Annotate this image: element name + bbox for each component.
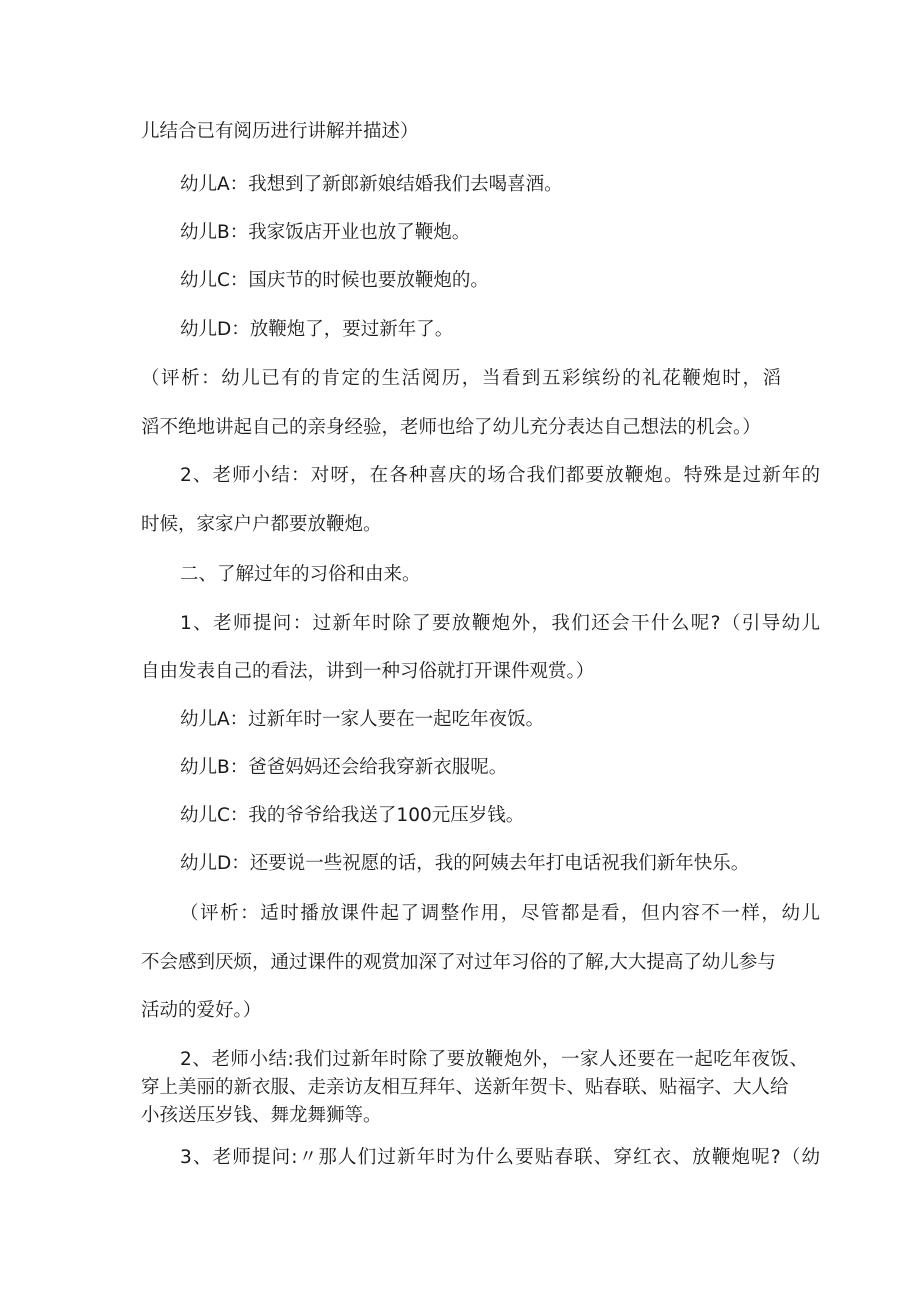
- paragraph-line: 幼儿C：我的爷爷给我送了100元压岁钱。: [180, 805, 525, 826]
- paragraph-line: 活动的爱好。）: [141, 1000, 262, 1021]
- paragraph-line: 2、老师小结：对呀，在各种喜庆的场合我们都要放鞭炮。特殊是过新年的: [180, 465, 820, 486]
- paragraph-line: （评析：适时播放课件起了调整作用，尽管都是看，但内容不一样，幼儿: [180, 903, 820, 924]
- paragraph-line: 儿结合已有阅历进行讲解并描述）: [141, 121, 419, 142]
- paragraph-line: 3、老师提问:〃那人们过新年时为什么要贴春联、穿红衣、放鞭炮呢?（幼: [180, 1147, 820, 1168]
- paragraph-line: 幼儿C：国庆节的时候也要放鞭炮的。: [180, 270, 489, 291]
- paragraph-line: 幼儿B：爸爸妈妈还会给我穿新衣服呢。: [180, 757, 508, 778]
- paragraph-line: 自由发表自己的看法，讲到一种习俗就打开课件观赏。）: [141, 661, 595, 682]
- paragraph-line: 幼儿A：过新年时一家人要在一起吃年夜饭。: [180, 709, 545, 730]
- paragraph-line: 幼儿A：我想到了新郎新娘结婚我们去喝喜酒。: [180, 174, 563, 195]
- paragraph-line: 2、老师小结:我们过新年时除了要放鞭炮外，一家人还要在一起吃年夜饭、: [180, 1049, 808, 1070]
- paragraph-line: 穿上美丽的新衣服、走亲访友相互拜年、送新年贺卡、贴春联、贴福字、大人给: [141, 1077, 789, 1098]
- paragraph-line: 幼儿D：还要说一些祝愿的话，我的阿姨去年打电话祝我们新年快乐。: [180, 853, 750, 874]
- section-heading: 二、了解过年的习俗和由来。: [180, 564, 421, 585]
- paragraph-line: 幼儿D：放鞭炮了，要过新年了。: [180, 319, 454, 340]
- paragraph-line: （评析：幼儿已有的肯定的生活阅历，当看到五彩缤纷的礼花鞭炮时，滔: [141, 368, 781, 389]
- paragraph-line: 幼儿B：我家饭店开业也放了鞭炮。: [180, 222, 471, 243]
- paragraph-line: 小孩送压岁钱、舞龙舞狮等。: [141, 1105, 382, 1126]
- paragraph-line: 时候，家家户户都要放鞭炮。: [141, 514, 382, 535]
- paragraph-line: 不会感到厌烦，通过课件的观赏加深了对过年习俗的了解,大大提高了幼儿参与: [141, 952, 776, 973]
- paragraph-line: 1、老师提问：过新年时除了要放鞭炮外，我们还会干什么呢?（引导幼儿: [180, 613, 820, 634]
- paragraph-line: 滔不绝地讲起自己的亲身经验，老师也给了幼儿充分表达自己想法的机会。）: [141, 417, 761, 438]
